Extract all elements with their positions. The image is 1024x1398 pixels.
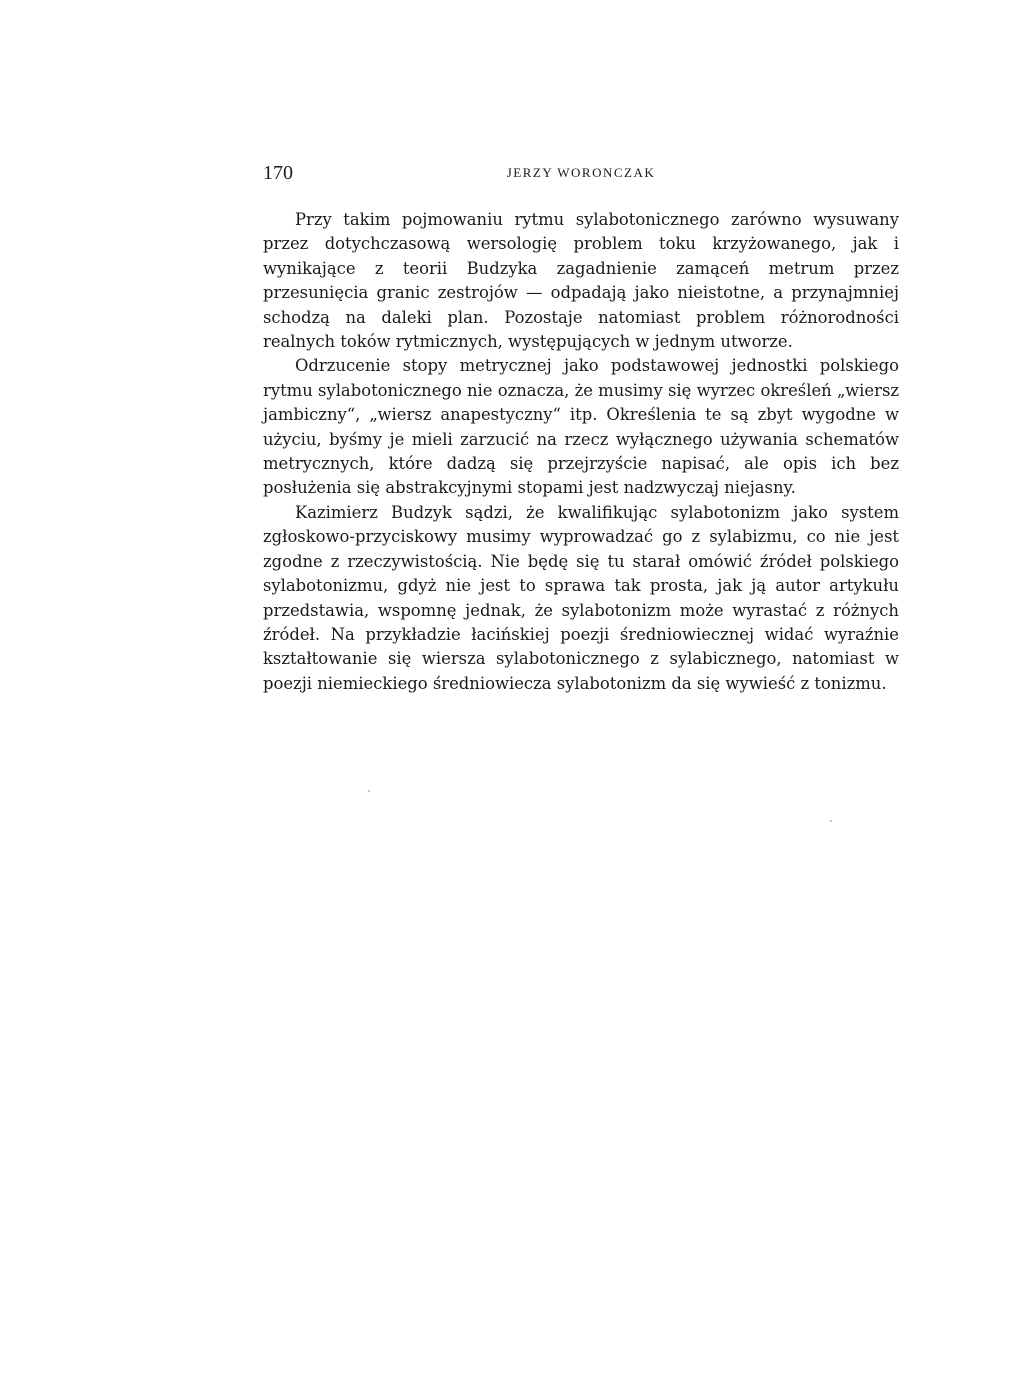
body-text	[263, 208, 899, 696]
paragraph-1: Przy takim pojmowaniu rytmu sylabotonicznego zarówno wysuwany przez dotychczasową wersologię problem toku krzyżowanego, jak i wynikające z teorii Budzyka zagadnienie zamąceń metrum przez przesunięcia granic zestrojów — odpadają jako nieistotne, a przynajmniej schodzą na daleki plan. Pozostaje natomiast problem różnorodności realnych toków rytmicznych, występujących w jednym utworze.	[263, 210, 899, 352]
page-number: 170	[263, 162, 293, 184]
scan-speck	[368, 790, 370, 792]
paragraph-3: Kazimierz Budzyk sądzi, że kwalifikując sylabotonizm jako system zgłoskowo-przyciskowy musimy wyprowadzać go z sylabizmu, co nie jest zgodne z rzeczywistością. Nie będę się tu starał omówić źródeł polskiego sylabotonizmu, gdyż nie jest to sprawa tak prosta, jak ją autor artykułu przedstawia, wspomnę jednak, że sylabotonizm może wyrastać z różnych źródeł. Na przykładzie łacińskiej poezji średniowiecznej widać wyraźnie kształtowanie się wiersza sylabotonicznego z sylabicznego, natomiast w poezji niemieckiego średniowiecza sylabotonizm da się wywieść z tonizmu.	[263, 502, 899, 693]
running-head	[263, 160, 899, 186]
running-head-author: JERZY WORONCZAK	[506, 165, 656, 180]
scan-speck	[830, 820, 832, 822]
paragraph-2: Odrzucenie stopy metrycznej jako podstawowej jednostki polskiego rytmu sylabotonicznego nie oznacza, że musimy się wyrzec określeń „wiersz jambiczny“, „wiersz anapestyczny“ itp. Określenia te są zbyt wygodne w użyciu, byśmy je mieli zarzucić na rzecz wyłącznego używania schematów metrycznych, które dadzą się przejrzyście napisać, ale opis ich bez posłużenia się abstrakcyjnymi stopami jest nadzwyczaj niejasny.	[263, 356, 899, 498]
